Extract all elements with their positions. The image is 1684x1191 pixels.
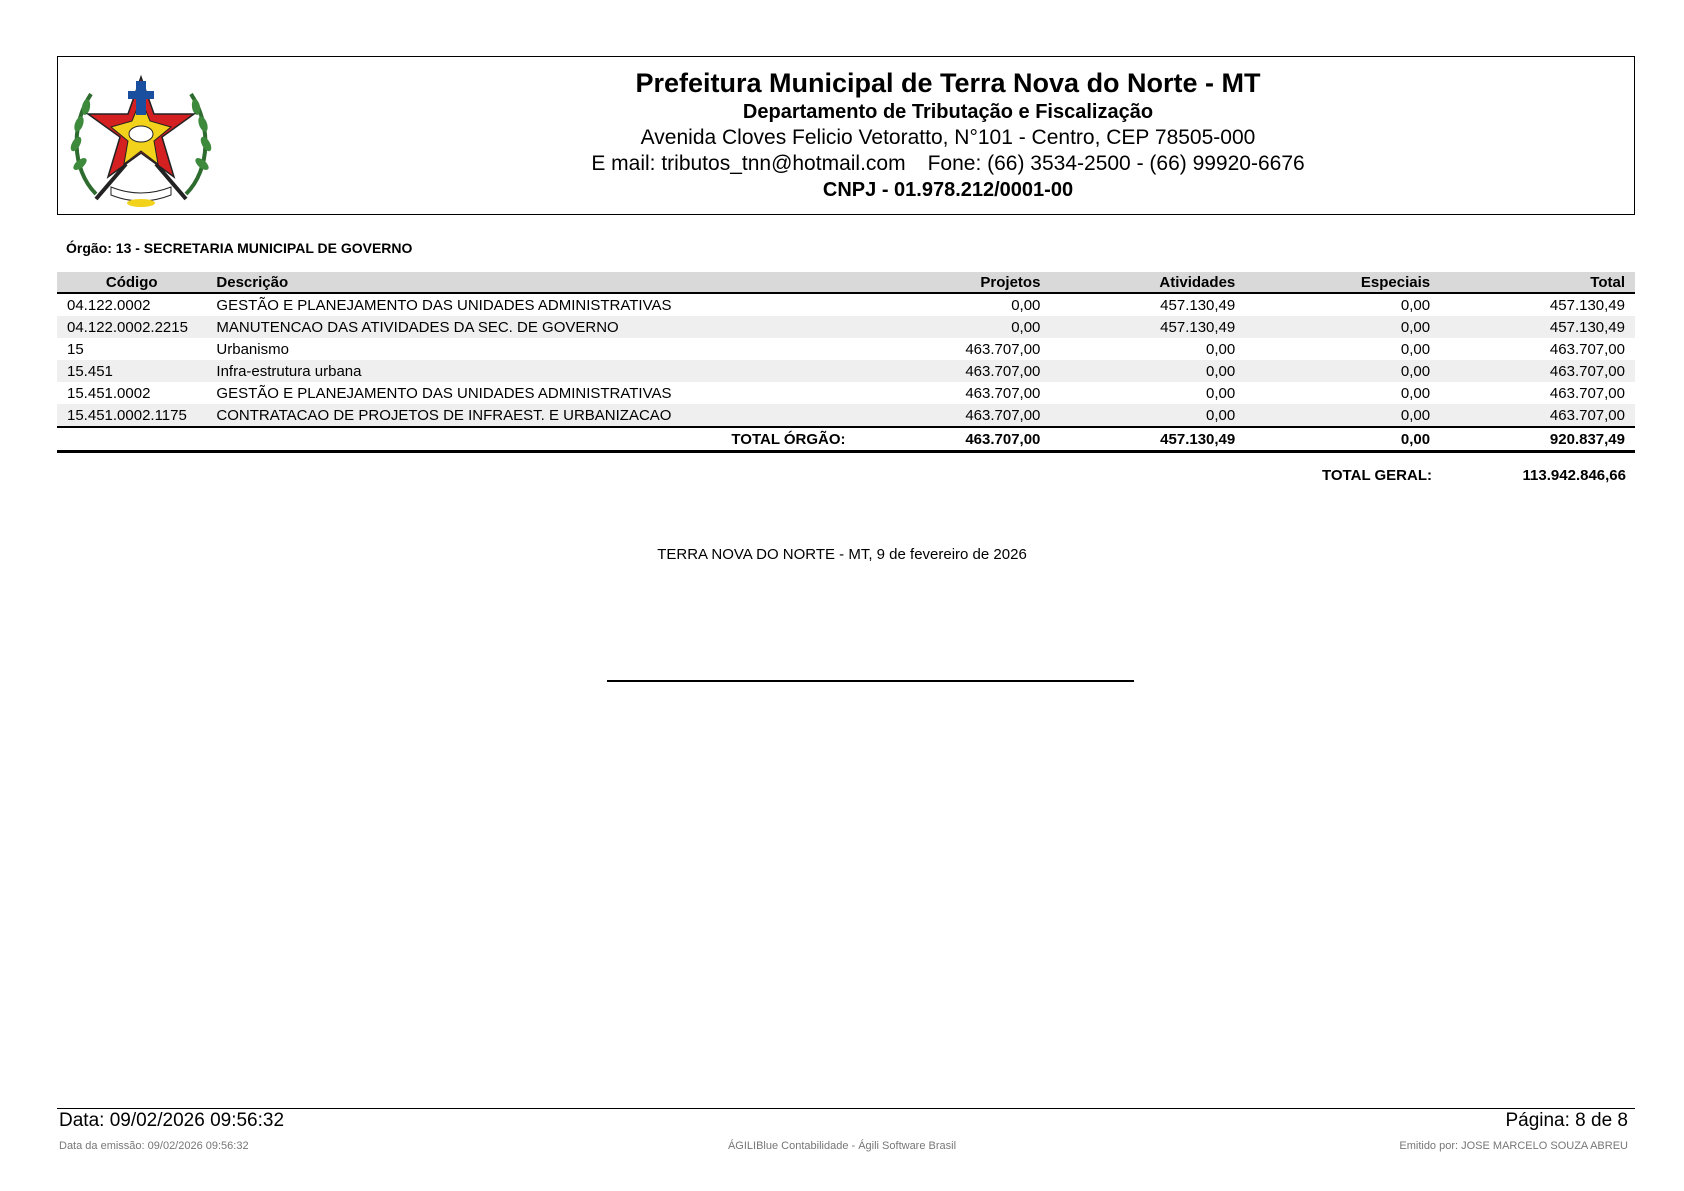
cell-descricao: Urbanismo <box>216 340 289 358</box>
col-header-codigo: Código <box>57 272 206 293</box>
cell-atividades: 0,00 <box>1206 340 1236 358</box>
cell-projetos: 463.707,00 <box>856 360 1051 382</box>
cell-total: 463.707,00 <box>1440 360 1635 382</box>
cell-total: 457.130,49 <box>1549 296 1625 314</box>
coat-of-arms-icon <box>66 69 216 209</box>
cell-codigo: 15 <box>67 340 84 358</box>
total-geral-value: 113.942.846,66 <box>1522 467 1626 484</box>
cell-atividades: 457.130,49 <box>1160 296 1236 314</box>
cell-total: 463.707,00 <box>1549 384 1625 402</box>
total-orgao-atividades: 457.130,49 <box>1050 427 1245 452</box>
cell-projetos: 0,00 <box>1011 296 1041 314</box>
cell-atividades: 0,00 <box>1206 384 1236 402</box>
total-geral-label: TOTAL GERAL: <box>1322 467 1432 484</box>
cell-descricao: GESTÃO E PLANEJAMENTO DAS UNIDADES ADMINISTRATIVAS <box>216 296 672 314</box>
cell-projetos: 463.707,00 <box>856 404 1051 427</box>
cell-total: 463.707,00 <box>1549 340 1625 358</box>
cell-codigo: 15.451.0002 <box>67 384 151 402</box>
footer-divider <box>57 1108 1635 1109</box>
cell-projetos: 0,00 <box>856 316 1051 338</box>
table-row <box>57 404 1635 427</box>
col-header-descricao: Descrição <box>206 272 855 293</box>
cell-descricao: CONTRATACAO DE PROJETOS DE INFRAEST. E URBANIZACAO <box>206 404 855 427</box>
total-orgao-label: TOTAL ÓRGÃO: <box>206 427 855 452</box>
table-row <box>57 382 1635 404</box>
department-name: Departamento de Tributação e Fiscalização <box>742 101 1154 123</box>
place-date: TERRA NOVA DO NORTE - MT, 9 de fevereiro de 2026 <box>657 546 1027 563</box>
cell-projetos: 463.707,00 <box>965 340 1041 358</box>
cell-descricao: Infra-estrutura urbana <box>206 360 855 382</box>
col-header-atividades: Atividades <box>1050 272 1245 293</box>
table-row <box>57 316 1635 338</box>
cell-codigo: 04.122.0002.2215 <box>57 316 206 338</box>
emission-date: Data da emissão: 09/02/2026 09:56:32 <box>59 1140 249 1152</box>
cell-especiais: 0,00 <box>1245 316 1440 338</box>
total-orgao-total: 920.837,49 <box>1440 427 1635 452</box>
address: Avenida Cloves Felicio Vetoratto, N°101 - Centro, CEP 78505-000 <box>640 126 1256 149</box>
orgao-title: Órgão: 13 - SECRETARIA MUNICIPAL DE GOVERNO <box>66 240 413 256</box>
table-header-row <box>57 272 1635 293</box>
cell-atividades: 457.130,49 <box>1050 316 1245 338</box>
cell-especiais: 0,00 <box>1400 296 1431 314</box>
page-number: Página: 8 de 8 <box>1505 1110 1628 1131</box>
issued-by: Emitido por: JOSE MARCELO SOUZA ABREU <box>1399 1140 1628 1152</box>
cell-projetos: 463.707,00 <box>965 384 1041 402</box>
total-orgao-row <box>57 427 1635 452</box>
cell-especiais: 0,00 <box>1400 340 1431 358</box>
email: E mail: tributos_tnn@hotmail.com <box>591 152 906 175</box>
cell-codigo: 15.451 <box>57 360 206 382</box>
table-row <box>57 338 1635 360</box>
cell-descricao: GESTÃO E PLANEJAMENTO DAS UNIDADES ADMINISTRATIVAS <box>216 384 672 402</box>
phone: Fone: (66) 3534-2500 - (66) 99920-6676 <box>927 152 1305 175</box>
col-header-especiais: Especiais <box>1245 272 1440 293</box>
table-row <box>57 360 1635 382</box>
cell-especiais: 0,00 <box>1245 404 1440 427</box>
cell-especiais: 0,00 <box>1245 360 1440 382</box>
page-title: Prefeitura Municipal de Terra Nova do Norte - MT <box>635 68 1261 98</box>
cell-total: 457.130,49 <box>1440 316 1635 338</box>
software-credit: ÁGILIBlue Contabilidade - Ágili Software Brasil <box>727 1140 957 1152</box>
cell-descricao: MANUTENCAO DAS ATIVIDADES DA SEC. DE GOVERNO <box>206 316 855 338</box>
table-row <box>57 293 1635 316</box>
total-orgao-especiais: 0,00 <box>1245 427 1440 452</box>
cell-total: 463.707,00 <box>1440 404 1635 427</box>
footer-date: Data: 09/02/2026 09:56:32 <box>59 1110 285 1131</box>
total-orgao-projetos: 463.707,00 <box>856 427 1051 452</box>
cell-atividades: 0,00 <box>1050 404 1245 427</box>
header-text-block <box>518 67 1378 203</box>
cell-empty <box>57 427 206 452</box>
report-header <box>57 56 1635 215</box>
cell-codigo: 04.122.0002 <box>67 296 151 314</box>
cell-codigo: 15.451.0002.1175 <box>57 404 206 427</box>
budget-table <box>57 272 1635 453</box>
cnpj: CNPJ - 01.978.212/0001-00 <box>822 179 1074 201</box>
contact-line <box>518 151 1378 177</box>
col-header-total: Total <box>1440 272 1635 293</box>
cell-especiais: 0,00 <box>1400 384 1431 402</box>
signature-line <box>607 680 1134 682</box>
cell-atividades: 0,00 <box>1050 360 1245 382</box>
col-header-projetos: Projetos <box>856 272 1051 293</box>
